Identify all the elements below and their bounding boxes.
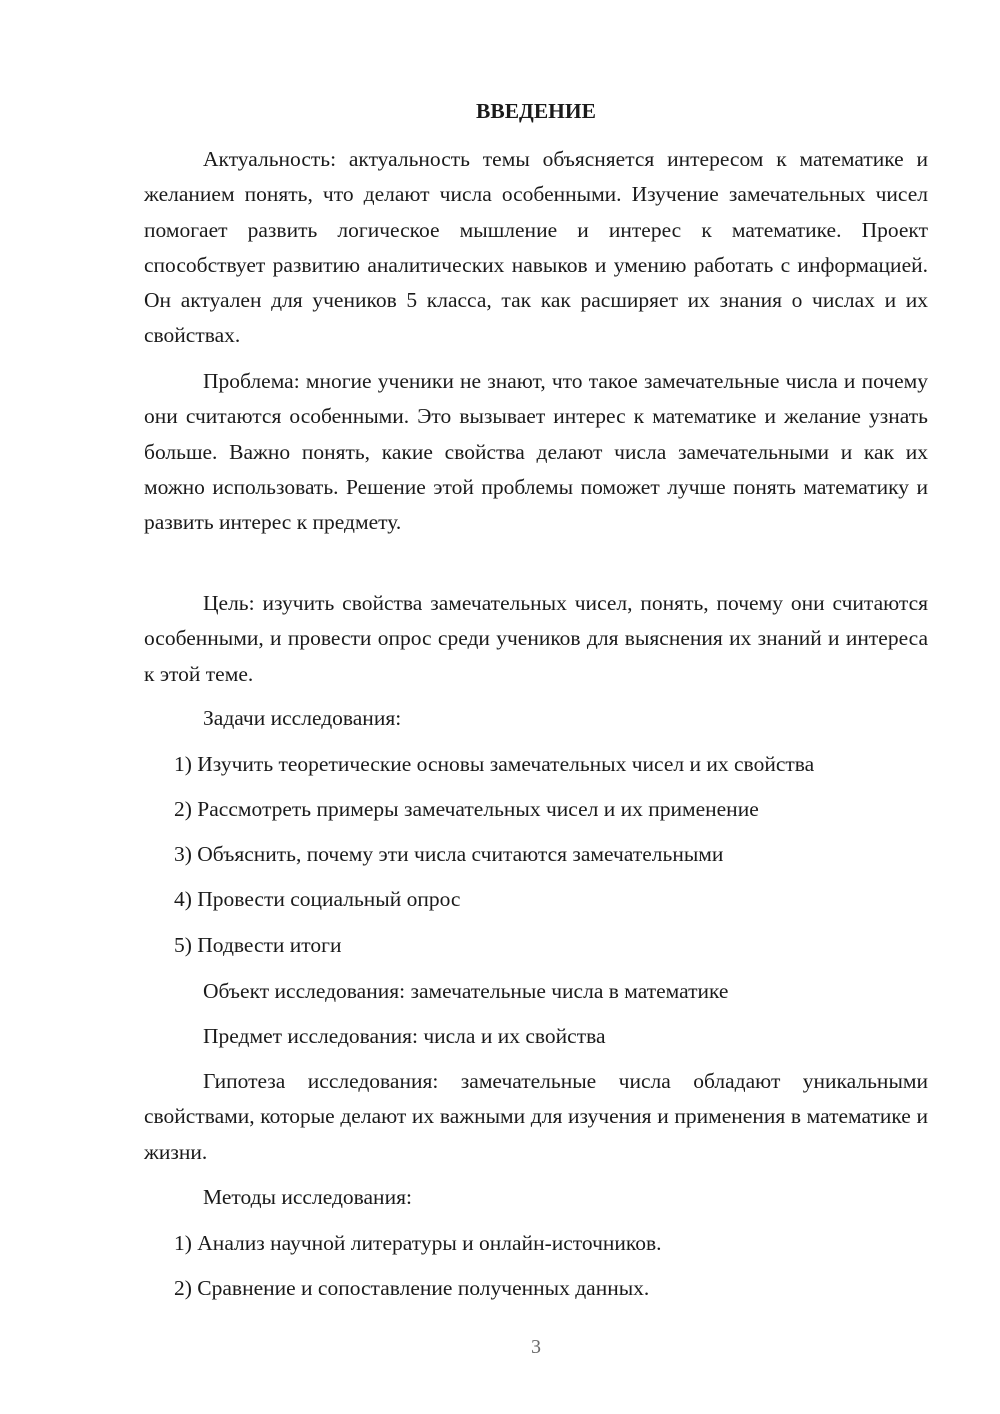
task-item: 4) Провести социальный опрос — [174, 887, 461, 911]
page-number: 3 — [531, 1336, 541, 1358]
hypothesis-paragraph: Гипотеза исследования: замечательные числа обладают уникальными свойствами, которые делают их важными для изучения и применения в математике и жизни. — [144, 1069, 928, 1164]
tasks-heading: Задачи исследования: — [203, 706, 402, 730]
task-item: 1) Изучить теоретические основы замечательных чисел и их свойства — [174, 752, 815, 776]
problem-paragraph: Проблема: многие ученики не знают, что такое замечательные числа и почему они считаются особенными. Это вызывает интерес к математике и желание узнать больше. Важно понять, какие свойства делают числа замечательными и как их можно использовать. Решение этой проблемы поможет лучше понять математику и развить интерес к предмету. — [144, 369, 928, 535]
task-item: 5) Подвести итоги — [174, 933, 342, 957]
page-title: ВВЕДЕНИЕ — [476, 99, 596, 123]
methods-heading: Методы исследования: — [203, 1185, 412, 1209]
research-subject: Предмет исследования: числа и их свойства — [203, 1024, 606, 1048]
task-item: 3) Объяснить, почему эти числа считаются замечательными — [174, 842, 724, 866]
task-item: 2) Рассмотреть примеры замечательных чисел и их применение — [174, 797, 759, 821]
relevance-paragraph: Актуальность: актуальность темы объясняется интересом к математике и желанием понять, что делают числа особенными. Изучение замечательных чисел помогает развить логическое мышление и интерес к математике. Проект способствует развитию аналитических навыков и умению работать с информацией. Он актуален для учеников 5 класса, так как расширяет их знания о числах и их свойствах. — [144, 147, 928, 348]
research-object: Объект исследования: замечательные числа в математике — [203, 979, 729, 1003]
method-item: 1) Анализ научной литературы и онлайн-источников. — [174, 1231, 662, 1255]
method-item: 2) Сравнение и сопоставление полученных данных. — [174, 1276, 650, 1300]
goal-paragraph: Цель: изучить свойства замечательных чисел, понять, почему они считаются особенными, и провести опрос среди учеников для выяснения их знаний и интереса к этой теме. — [144, 591, 928, 686]
